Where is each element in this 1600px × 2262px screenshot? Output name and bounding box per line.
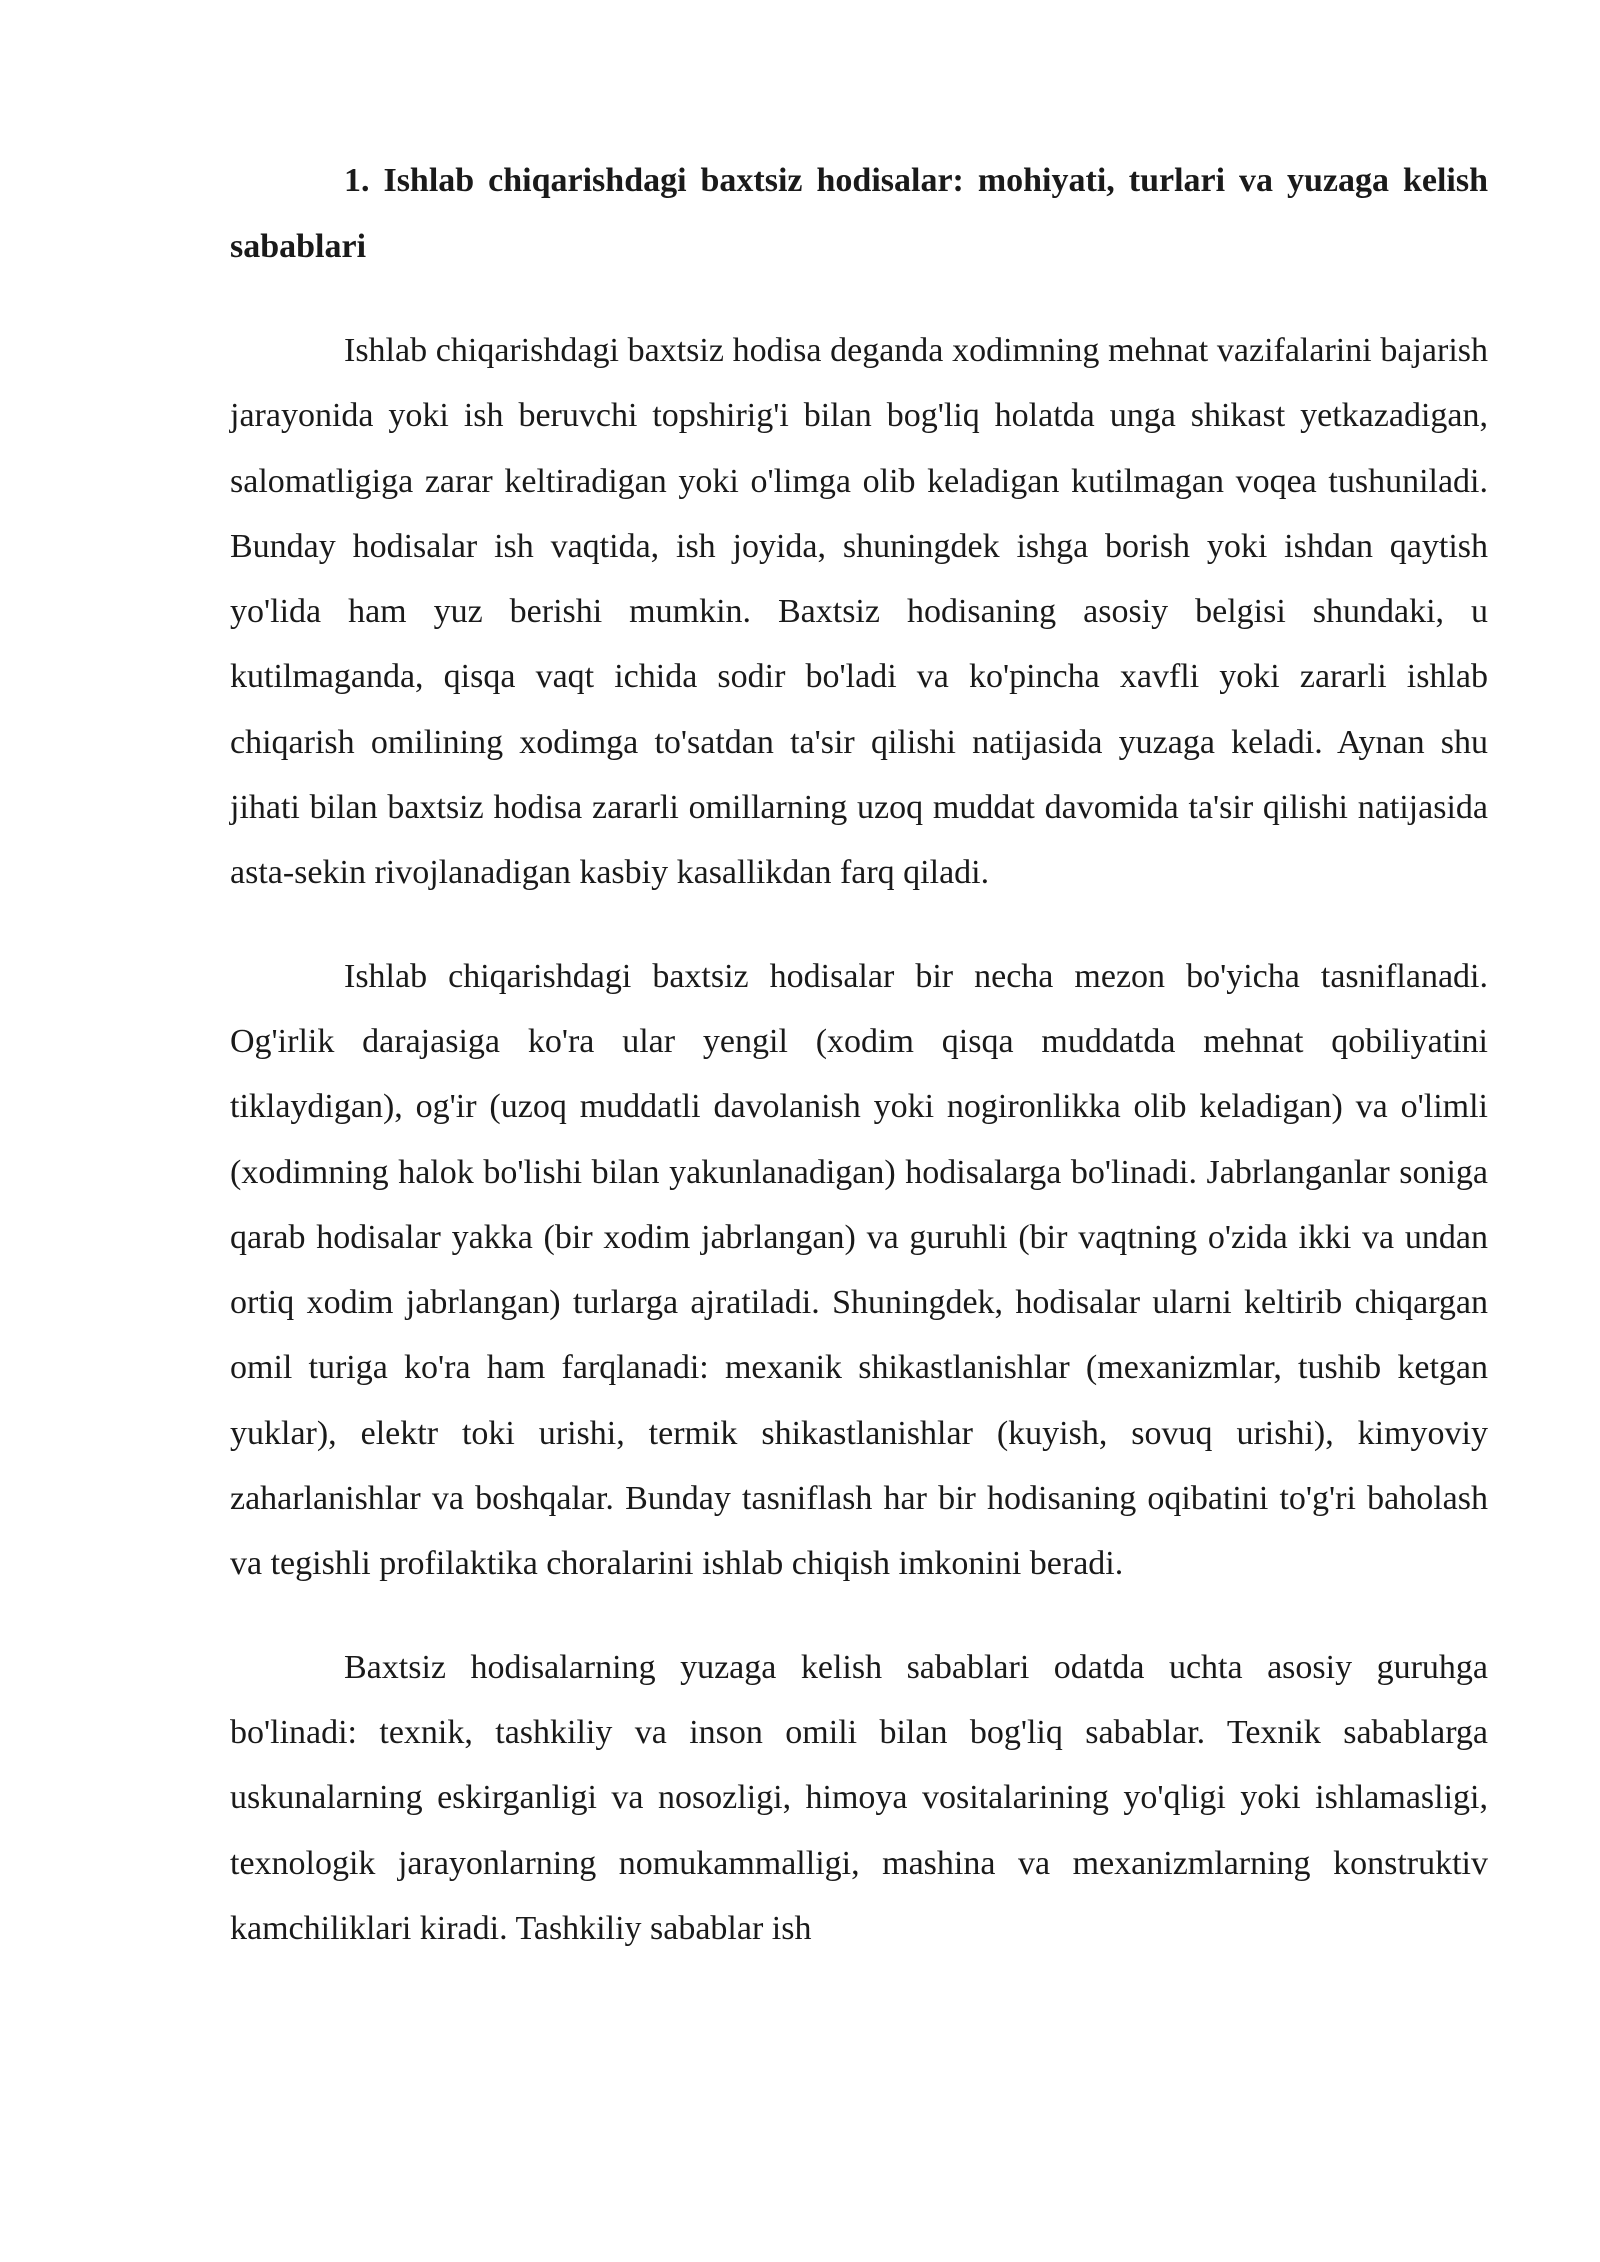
section-heading: 1. Ishlab chiqarishdagi baxtsiz hodisalar: mohiyati, turlari va yuzaga kelish sabablari <box>230 162 1488 265</box>
paragraph-definition: Ishlab chiqarishdagi baxtsiz hodisa deganda xodimning mehnat vazifalarini bajarish jarayonida yoki ish beruvchi topshirig'i bilan bog'liq holatda unga shikast yetkazadigan, salomatligiga zarar keltiradigan yoki o'limga olib keladigan kutilmagan voqea tushuniladi. Bunday hodisalar ish vaqtida, ish joyida, shuningdek ishga borish yoki ishdan qaytish yo'lida ham yuz berishi mumkin. Baxtsiz hodisaning asosiy belgisi shundaki, u kutilmaganda, qisqa vaqt ichida sodir bo'ladi va ko'pincha xavfli yoki zararli ishlab chiqarish omilining xodimga to'satdan ta'sir qilishi natijasida yuzaga keladi. Aynan shu jihati bilan baxtsiz hodisa zararli omillarning uzoq muddat davomida ta'sir qilishi natijasida asta-sekin rivojlanadigan kasbiy kasallikdan farq qiladi. <box>230 332 1488 892</box>
document-page <box>230 148 1488 1999</box>
paragraph-causes: Baxtsiz hodisalarning yuzaga kelish sabablari odatda uchta asosiy guruhga bo'linadi: texnik, tashkiliy va inson omili bilan bog'liq sabablar. Texnik sabablarga uskunalarning eskirganligi va nosozligi, himoya vositalarining yo'qligi yoki ishlamasligi, texnologik jarayonlarning nomukammalligi, mashina va mexanizmlarning konstruktiv kamchiliklari kiradi. Tashkiliy sabablar ish <box>230 1648 1488 1947</box>
paragraph-classification: Ishlab chiqarishdagi baxtsiz hodisalar bir necha mezon bo'yicha tasniflanadi. Og'irlik darajasiga ko'ra ular yengil (xodim qisqa muddatda mehnat qobiliyatini tiklaydigan), og'ir (uzoq muddatli davolanish yoki nogironlikka olib keladigan) va o'limli (xodimning halok bo'lishi bilan yakunlanadigan) hodisalarga bo'linadi. Jabrlanganlar soniga qarab hodisalar yakka (bir xodim jabrlangan) va guruhli (bir vaqtning o'zida ikki va undan ortiq xodim jabrlangan) turlarga ajratiladi. Shuningdek, hodisalar ularni keltirib chiqargan omil turiga ko'ra ham farqlanadi: mexanik shikastlanishlar (mexanizmlar, tushib ketgan yuklar), elektr toki urishi, termik shikastlanishlar (kuyish, sovuq urishi), kimyoviy zaharlanishlar va boshqalar. Bunday tasniflash har bir hodisaning oqibatini to'g'ri baholash va tegishli profilaktika choralarini ishlab chiqish imkonini beradi. <box>230 957 1488 1583</box>
